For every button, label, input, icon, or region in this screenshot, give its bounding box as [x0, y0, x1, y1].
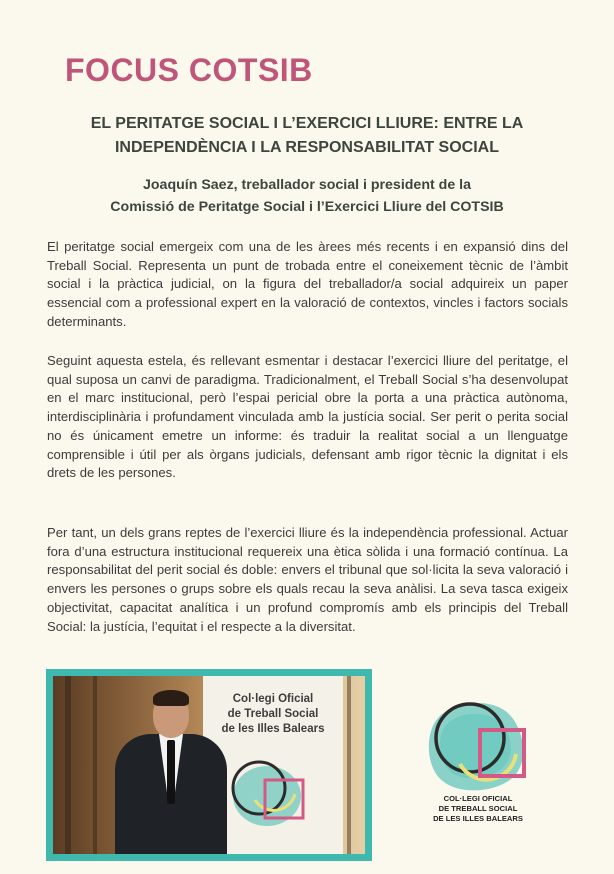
article-headline: [40, 112, 574, 160]
photo-scene: [53, 676, 365, 854]
section-title: FOCUS COTSIB: [65, 52, 313, 88]
headline-line-2: INDEPENDÈNCIA I LA RESPONSABILITAT SOCIAL: [114, 139, 499, 156]
banner-line-3: de les Illes Balears: [221, 723, 325, 735]
byline-line-2: Comissió de Peritatge Social i l’Exercici Lliure del COTSIB: [110, 199, 504, 215]
article-byline: [40, 174, 574, 218]
body-paragraph-2: [47, 352, 568, 483]
author-photo: [46, 669, 372, 861]
person-hair: [153, 690, 189, 706]
paragraph-text: Seguint aquesta estela, és rellevant esmentar i destacar l’exercici lliure del peritatge, el qual suposa un canvi de paradigma. Tradicionalment, el Treball Social s’ha desenvolupat en el marc institucional, però l’espai pericial obre la porta a una pràctica autònoma, interdisciplinària i profundament vinculada amb la justícia social. Ser perit o perita social no és únicament emetre un informe: és traduir la realitat social a un llenguatge comprensible i útil per als òrgans judicials, defensant amb rigor tècnic la dignitat i els drets de les persones.: [47, 353, 568, 481]
logo-caption: [398, 794, 558, 824]
headline-line-1: EL PERITATGE SOCIAL I L’EXERCICI LLIURE: ENTRE LA: [90, 115, 524, 132]
wall-panel-line: [347, 676, 351, 854]
byline-line-1: Joaquín Saez, treballador social i president de la: [143, 177, 471, 193]
logo-caption-line-2: DE TREBALL SOCIAL: [438, 804, 518, 813]
paragraph-text: El peritatge social emergeix com una de les àrees més recents i en expansió dins del Treball Social. Representa un punt de trobada entre el coneixement tècnic de l’àmbit social i la pràctica judicial, on la figura del treballador/a social adquireix un paper essencial com a professional expert en la valoració de contextos, vincles i factors socials determinants.: [47, 239, 568, 329]
person-tie: [167, 740, 175, 804]
body-paragraph-1: [47, 238, 568, 332]
logo-caption-line-1: COL·LEGI OFICIAL: [443, 794, 513, 803]
logo-caption-line-3: DE LES ILLES BALEARS: [433, 814, 523, 823]
wall-panel-line: [65, 676, 71, 854]
banner-line-2: de Treball Social: [227, 708, 319, 720]
paragraph-text: Per tant, un dels grans reptes de l’exercici lliure és la independència professional. Actuar fora d’una estructura institucional requereix una ètica sòlida i una formació contínua. La responsabilitat del perit social és doble: envers el tribunal que sol·licita la seva valoració i envers les persones o grups sobre els quals recau la seva anàlisi. La seva tasca exigeix objectivitat, capacitat analítica i un profund compromís amb els principis del Treball Social: la justícia, l’equitat i el respecte a la diversitat.: [47, 525, 568, 634]
wall-panel-line: [93, 676, 97, 854]
body-paragraph-3: [47, 524, 568, 636]
banner-line-1: Col·legi Oficial: [232, 693, 314, 705]
